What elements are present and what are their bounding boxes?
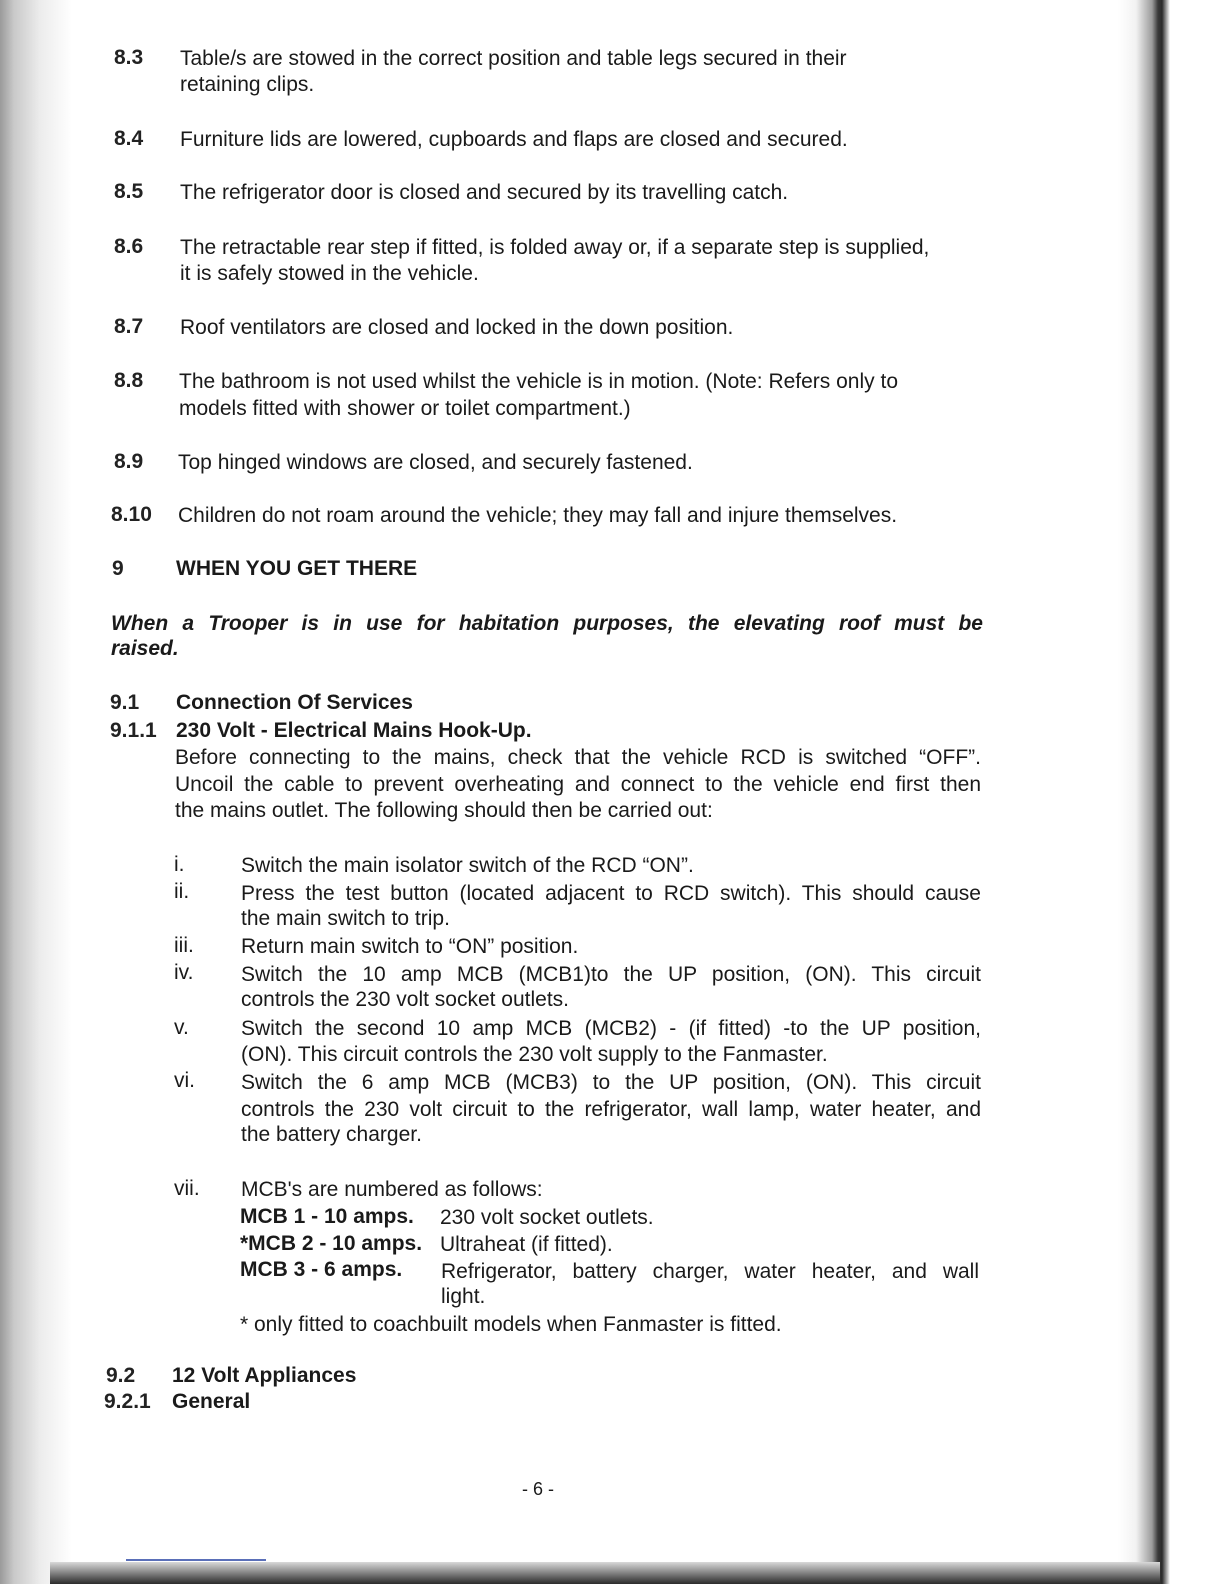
scan-bottom-mark bbox=[126, 1559, 266, 1561]
item-number: 8.3 bbox=[114, 46, 144, 69]
scan-right-binding bbox=[1118, 0, 1224, 1584]
step-number: vi. bbox=[174, 1069, 195, 1092]
item-text: it is safely stowed in the vehicle. bbox=[180, 262, 479, 285]
item-text: The retractable rear step if fitted, is folded away or, if a separate step is supplied, bbox=[180, 236, 930, 259]
mcb-label: MCB 1 - 10 amps. bbox=[240, 1205, 414, 1228]
item-number: 8.4 bbox=[114, 127, 144, 150]
mcb-label: *MCB 2 - 10 amps. bbox=[240, 1232, 423, 1255]
mcb-desc: Ultraheat (if fitted). bbox=[440, 1233, 613, 1256]
section-number: 9 bbox=[112, 557, 124, 580]
warning-text: When a Trooper is in use for habitation purposes, the elevating roof must be bbox=[111, 612, 983, 635]
item-text: The refrigerator door is closed and secured by its travelling catch. bbox=[180, 181, 789, 204]
mcb-desc: Refrigerator, battery charger, water heater, and wall bbox=[441, 1260, 979, 1283]
scan-left-shadow bbox=[0, 0, 72, 1584]
section-number: 9.1 bbox=[110, 691, 140, 714]
step-text: Switch the 10 amp MCB (MCB1)to the UP position, (ON). This circuit bbox=[241, 963, 981, 986]
step-text: Switch the second 10 amp MCB (MCB2) - (if fitted) -to the UP position, bbox=[241, 1017, 981, 1040]
step-number: iii. bbox=[174, 934, 194, 957]
section-title: 12 Volt Appliances bbox=[172, 1364, 357, 1387]
item-number: 8.9 bbox=[114, 450, 144, 473]
step-text: the battery charger. bbox=[241, 1123, 422, 1146]
section-title: Connection Of Services bbox=[176, 691, 413, 714]
section-number: 9.2 bbox=[106, 1364, 136, 1387]
step-text: MCB's are numbered as follows: bbox=[241, 1178, 543, 1201]
step-text: Return main switch to “ON” position. bbox=[241, 935, 579, 958]
step-number: iv. bbox=[174, 961, 194, 984]
intro-text: Uncoil the cable to prevent overheating and connect to the vehicle end first then bbox=[175, 773, 981, 796]
section-title: General bbox=[172, 1390, 251, 1413]
step-text: controls the 230 volt socket outlets. bbox=[241, 988, 570, 1011]
item-text: Table/s are stowed in the correct position and table legs secured in their bbox=[180, 47, 847, 70]
section-number: 9.1.1 bbox=[110, 719, 157, 742]
item-text: retaining clips. bbox=[180, 73, 315, 96]
step-text: Switch the 6 amp MCB (MCB3) to the UP position, (ON). This circuit bbox=[241, 1071, 981, 1094]
section-number: 9.2.1 bbox=[104, 1390, 151, 1413]
section-title: WHEN YOU GET THERE bbox=[176, 557, 418, 580]
mcb-desc: 230 volt socket outlets. bbox=[440, 1206, 654, 1229]
item-text: Top hinged windows are closed, and securely fastened. bbox=[178, 451, 693, 474]
intro-text: the mains outlet. The following should then be carried out: bbox=[175, 799, 713, 822]
step-number: v. bbox=[174, 1016, 189, 1039]
step-text: Press the test button (located adjacent to RCD switch). This should cause bbox=[241, 882, 981, 905]
item-number: 8.7 bbox=[114, 315, 144, 338]
warning-text: raised. bbox=[111, 637, 179, 660]
footnote: * only fitted to coachbuilt models when Fanmaster is fitted. bbox=[240, 1313, 782, 1336]
item-text: The bathroom is not used whilst the vehicle is in motion. (Note: Refers only to bbox=[179, 370, 899, 393]
step-text: the main switch to trip. bbox=[241, 907, 450, 930]
mcb-desc: light. bbox=[441, 1285, 486, 1308]
item-text: models fitted with shower or toilet compartment.) bbox=[179, 397, 631, 420]
item-text: Children do not roam around the vehicle; they may fall and injure themselves. bbox=[178, 504, 898, 527]
intro-text: Before connecting to the mains, check that the vehicle RCD is switched “OFF”. bbox=[175, 746, 981, 769]
mcb-label: MCB 3 - 6 amps. bbox=[240, 1258, 403, 1281]
step-number: i. bbox=[174, 853, 185, 876]
item-text: Furniture lids are lowered, cupboards and flaps are closed and secured. bbox=[180, 128, 848, 151]
item-text: Roof ventilators are closed and locked in the down position. bbox=[180, 316, 734, 339]
item-number: 8.10 bbox=[111, 503, 152, 526]
section-title: 230 Volt - Electrical Mains Hook-Up. bbox=[176, 719, 532, 742]
item-number: 8.5 bbox=[114, 180, 144, 203]
step-text: (ON). This circuit controls the 230 volt supply to the Fanmaster. bbox=[241, 1043, 828, 1066]
step-text: Switch the main isolator switch of the RCD “ON”. bbox=[241, 854, 694, 877]
item-number: 8.8 bbox=[114, 369, 144, 392]
step-number: ii. bbox=[174, 880, 190, 903]
item-number: 8.6 bbox=[114, 235, 144, 258]
step-text: controls the 230 volt circuit to the refrigerator, wall lamp, water heater, and bbox=[241, 1098, 981, 1121]
step-number: vii. bbox=[174, 1177, 200, 1200]
page-number: - 6 - bbox=[522, 1479, 555, 1499]
scan-bottom-shadow bbox=[50, 1562, 1160, 1584]
